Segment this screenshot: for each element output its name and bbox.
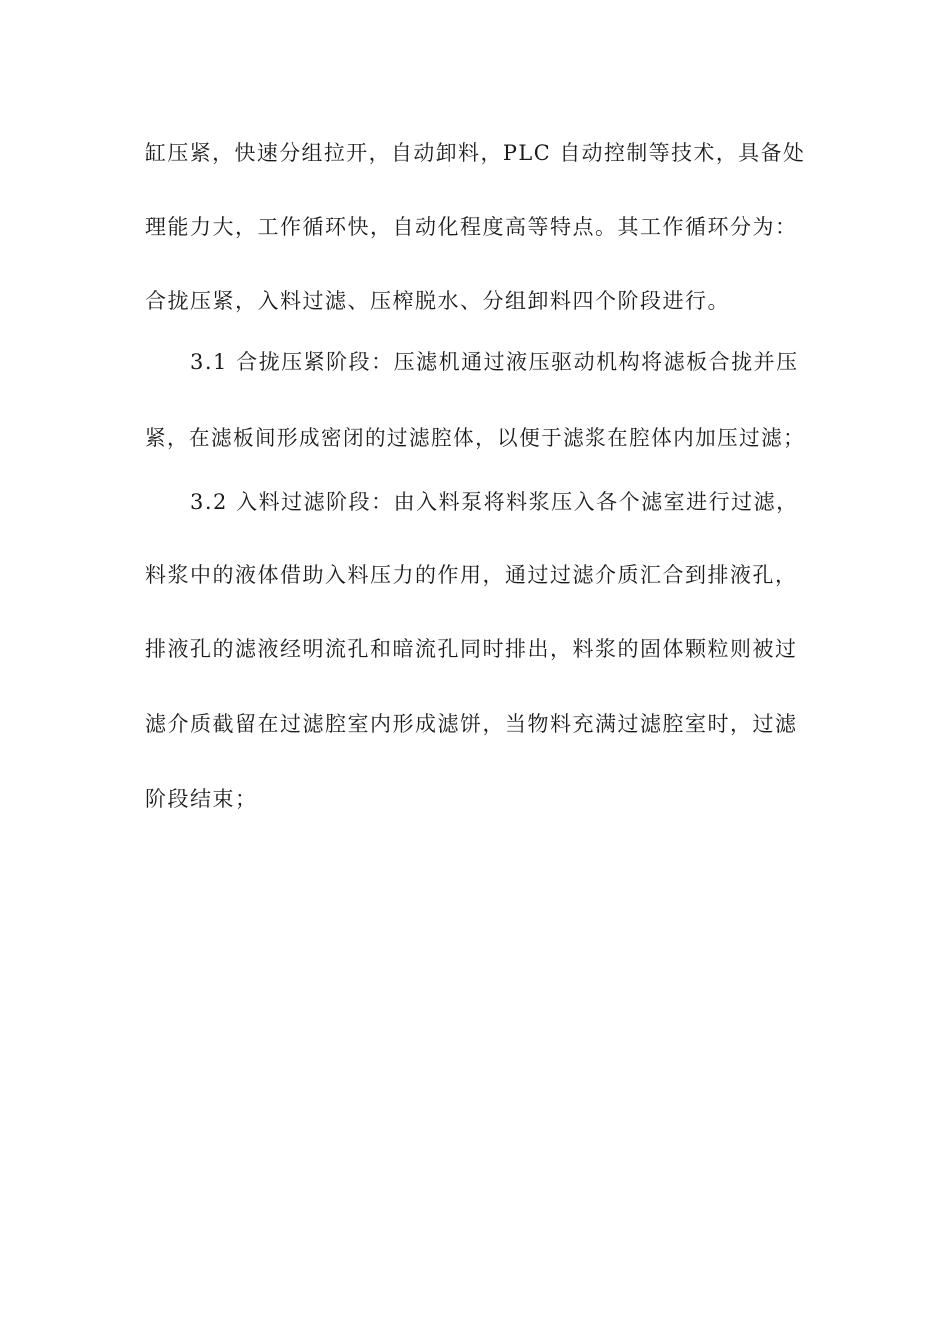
section-3-2-line-3: 排液孔的滤液经明流孔和暗流孔同时排出，料浆的固体颗粒则被过 bbox=[145, 637, 798, 661]
paragraph-line-3: 合拢压紧，入料过滤、压榨脱水、分组卸料四个阶段进行。 bbox=[145, 289, 730, 313]
paragraph-line-2: 理能力大，工作循环快，自动化程度高等特点。其工作循环分为： bbox=[145, 215, 798, 239]
section-3-2-line-5: 阶段结束； bbox=[145, 787, 258, 811]
section-3-2-line-4: 滤介质截留在过滤腔室内形成滤饼，当物料充满过滤腔室时，过滤 bbox=[145, 712, 798, 736]
section-3-2-line-1: 3.2 入料过滤阶段：由入料泵将料浆压入各个滤室进行过滤， bbox=[190, 490, 799, 514]
paragraph-line-1: 缸压紧，快速分组拉开，自动卸料，PLC 自动控制等技术，具备处 bbox=[145, 141, 806, 165]
section-3-1-line-1: 3.1 合拢压紧阶段：压滤机通过液压驱动机构将滤板合拢并压 bbox=[190, 350, 799, 374]
section-3-1-line-2: 紧，在滤板间形成密闭的过滤腔体，以便于滤浆在腔体内加压过滤； bbox=[145, 426, 806, 450]
section-3-2-line-2: 料浆中的液体借助入料压力的作用，通过过滤介质汇合到排液孔， bbox=[145, 563, 798, 587]
